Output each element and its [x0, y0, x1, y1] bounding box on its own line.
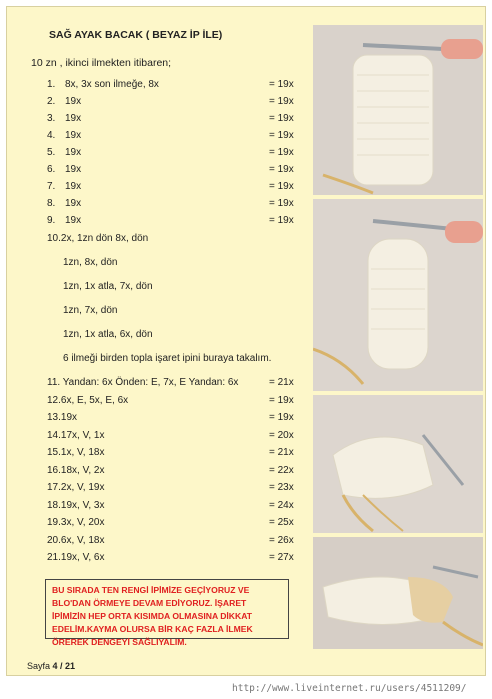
pattern-row: 18.19x, V, 3x = 24x — [47, 499, 294, 511]
photo-knitted-piece-skin — [313, 537, 483, 649]
sub-step: 1zn, 1x atla, 6x, dön — [63, 329, 153, 340]
watermark-url: http://www.liveinternet.ru/users/4511209/ — [232, 683, 467, 694]
crochet-photo-1 — [313, 25, 483, 195]
pattern-row: 15.1x, V, 18x = 21x — [47, 447, 294, 458]
pattern-row: 5. 19x = 19x — [47, 147, 294, 158]
pattern-row: 16.18x, V, 2x = 22x — [47, 464, 294, 476]
pattern-row: 1. 8x, 3x son ilmeğe, 8x = 19x — [47, 79, 294, 90]
intro-line: 10 zn , ikinci ilmekten itibaren; — [31, 57, 172, 69]
pattern-row: 17.2x, V, 19x = 23x — [47, 482, 294, 493]
photo-knitted-piece-side — [313, 395, 483, 533]
pattern-row: 21.19x, V, 6x = 27x — [47, 552, 294, 563]
pattern-row: 3. 19x = 19x — [47, 113, 294, 124]
sub-step: 1zn, 7x, dön — [63, 305, 118, 316]
pattern-row: 13.19x = 19x — [47, 412, 294, 423]
page-number: Sayfa 4 / 21 — [27, 661, 76, 671]
crochet-photo-4 — [313, 537, 483, 649]
section-title: SAĞ AYAK BACAK ( BEYAZ İP İLE) — [49, 29, 223, 41]
sub-step: 1zn, 8x, dön — [63, 257, 118, 268]
crochet-photo-2 — [313, 199, 483, 391]
pattern-row: 14.17x, V, 1x = 20x — [47, 429, 294, 441]
photo-knitted-piece-turned — [313, 199, 483, 391]
pattern-row: 9. 19x = 19x — [47, 215, 294, 226]
pattern-row: 6. 19x = 19x — [47, 164, 294, 175]
sub-step: 6 ilmeği birden topla işaret ipini buraya takalım. — [63, 353, 272, 364]
pattern-row: 4. 19x = 19x — [47, 130, 294, 141]
pattern-row: 19.3x, V, 20x = 25x — [47, 517, 294, 528]
sub-step: 1zn, 1x atla, 7x, dön — [63, 281, 153, 292]
pattern-row: 11. Yandan: 6x Önden: E, 7x, E Yandan: 6x = 21x — [47, 377, 294, 388]
pattern-row: 8. 19x = 19x — [47, 198, 294, 209]
pattern-page — [6, 6, 486, 676]
pattern-row: 12.6x, E, 5x, E, 6x = 19x — [47, 394, 294, 406]
pattern-row: 2. 19x = 19x — [47, 96, 294, 107]
color-change-note: BU SIRADA TEN RENGİ İPİMİZE GEÇİYORUZ VE BLO'DAN ÖRMEYE DEVAM EDİYORUZ. İŞARET İPİMİZİN HEP ORTA KISIMDA OLMASINA DİKKAT EDELİM.KAYMA OLURSA BİR KAÇ FAZLA İLMEK ÖREREK DENGEYİ SAĞLIYALIM. — [45, 579, 289, 639]
pattern-row: 20.6x, V, 18x = 26x — [47, 534, 294, 546]
row-10: 10.2x, 1zn dön 8x, dön — [47, 233, 149, 244]
pattern-row: 7. 19x = 19x — [47, 181, 294, 192]
photo-knitted-piece-rows — [313, 25, 483, 195]
crochet-photo-3 — [313, 395, 483, 533]
